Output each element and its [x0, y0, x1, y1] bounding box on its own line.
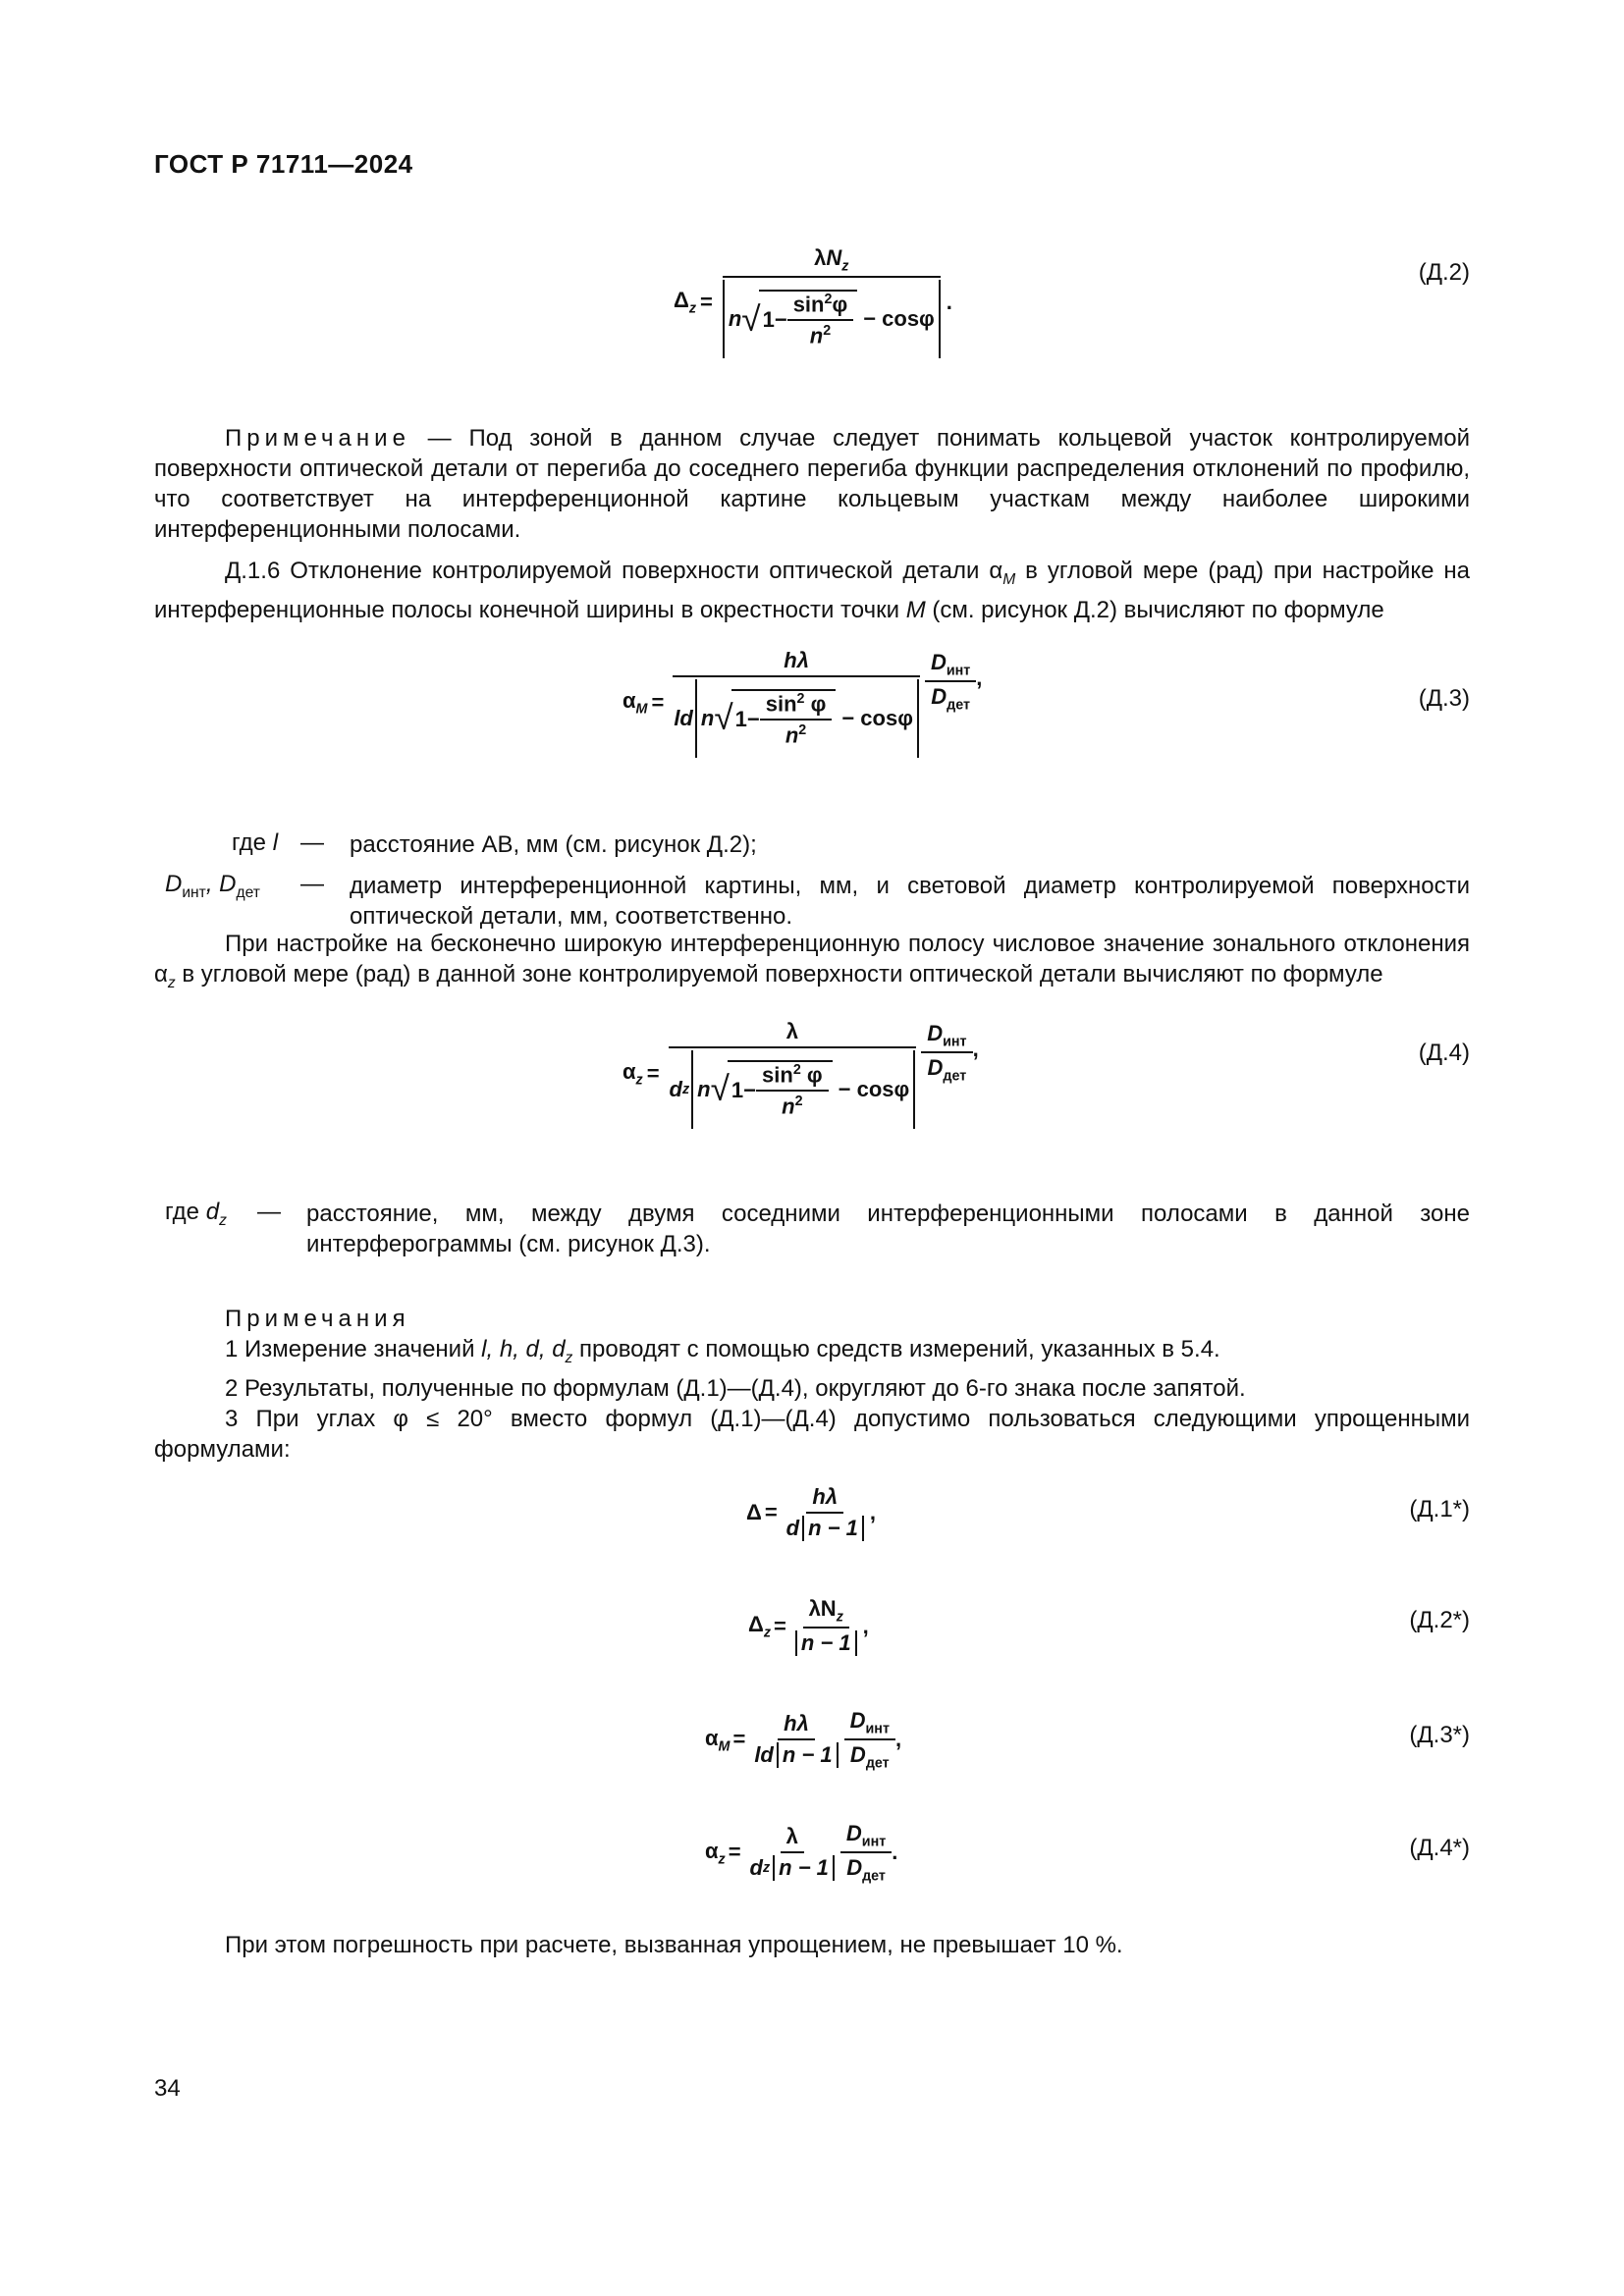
equation-number: (Д.2*) [1409, 1607, 1470, 1633]
formula-subscript: z [688, 300, 696, 317]
formula-d4: $\alpha_z$ = λ d z n √ 1− $\frac{\sin^2 \varphi}{n^2}$ − cosφ $\frac{D_{инт}}{D_{дет}}$ , [623, 1019, 979, 1129]
square-root: √ 1− $\frac{\sin^2\varphi}{n^2}$ [741, 290, 857, 349]
note-paragraph [154, 423, 1470, 545]
definition-term: где l [232, 829, 279, 856]
equation-number: (Д.4*) [1409, 1835, 1470, 1861]
formula-d3-star: $\alpha_M$ = hλ ld n − 1 $\frac{D_{инт}}{D_{дет}}$ , [705, 1708, 902, 1772]
main-fraction: $\lambda N_z$ n √ 1− $\frac{\sin^2\varphi}{n^2}$ − cosφ [717, 245, 947, 358]
definition-dash: — [300, 829, 324, 856]
main-fraction: hλ ld n √ 1− $\frac{\sin^2 \varphi}{n^2}$ − cosφ [668, 648, 925, 758]
formula-d2: $\Delta_z$ = $\lambda N_z$ n √ 1− $\frac{\sin^2\varphi}{n^2}$ − cosφ . [674, 245, 952, 358]
absolute-value: n √ 1− $\frac{\sin^2\varphi}{n^2}$ − cosφ [723, 280, 941, 358]
notes-block [154, 1304, 1470, 1465]
definition-text: расстояние, мм, между двумя соседними интерференционными полосами в данной зоне интерферограммы (см. рисунок Д.3). [306, 1201, 1470, 1257]
formula-d1-star: Δ = hλ d n − 1 , [746, 1484, 876, 1540]
equation-number: (Д.1*) [1409, 1496, 1470, 1522]
equation-number: (Д.3) [1418, 685, 1470, 712]
formula-d4-star: $\alpha_z$ = λ d z n − 1 $\frac{D_{инт}}{D_{дет}}$ . [705, 1821, 898, 1885]
square-root: √ 1− $\frac{\sin^2 \varphi}{n^2}$ [711, 1060, 833, 1120]
absolute-value: n − 1 [773, 1855, 835, 1881]
definition-text: расстояние АВ, мм (см. рисунок Д.2); [350, 831, 757, 858]
equation-number: (Д.4) [1418, 1040, 1470, 1066]
main-fraction: λ d z n √ 1− $\frac{\sin^2 \varphi}{n^2}$ − cosφ [664, 1019, 922, 1129]
diameter-ratio: $\frac{D_{инт}}{D_{дет}}$ [925, 650, 976, 714]
page-number: 34 [154, 2075, 181, 2102]
absolute-value: n √ 1− $\frac{\sin^2 \varphi}{n^2}$ − cosφ [691, 1050, 915, 1129]
square-root: √ 1− $\frac{\sin^2 \varphi}{n^2}$ [714, 689, 836, 749]
formula-d2-star: $\Delta_z$ = $\frac{\lambda N_z}{n - 1}$ , [748, 1596, 869, 1656]
absolute-value: n √ 1− $\frac{\sin^2 \varphi}{n^2}$ − cosφ [695, 679, 919, 758]
definition-dash: — [257, 1199, 281, 1225]
notes-label: Примечания [225, 1306, 410, 1332]
equals-sign: = [699, 289, 713, 314]
final-paragraph: При этом погрешность при расчете, вызванная упрощением, не превышает 10 %. [225, 1932, 1123, 1958]
definition-term: где $d_z$ [165, 1199, 227, 1229]
equation-number: (Д.2) [1418, 259, 1470, 286]
definition-text: диаметр интерференционной картины, мм, и световой диаметр контролируемой поверхности оптической детали, мм, соответственно. [350, 873, 1470, 930]
paragraph-zonal: При настройке на бесконечно широкую интерференционную полосу числовое значение зонального отклонения $\alpha_z$ в угловой мере (рад) в данной зоне контролируемой поверхности оптической детали вычисляют по формуле [154, 931, 1470, 991]
formula-d3: $\alpha_M$ = hλ ld n √ 1− $\frac{\sin^2 \varphi}{n^2}$ − cosφ $\frac{D_{инт}}{D_{дет}}$ , [623, 648, 982, 758]
diameter-ratio: $\frac{D_{инт}}{D_{дет}}$ [844, 1708, 895, 1772]
definition-dash: — [300, 871, 324, 897]
note-item-3: 3 При углах φ ≤ 20° вместо формул (Д.1)—(Д.4) допустимо пользоваться следующими упрощенными формулами: [154, 1405, 1470, 1463]
note-text: — Под зоной в данном случае следует понимать кольцевой участок контролируемой поверхности оптической детали от перегиба до соседнего перегиба функции распределения отклонений по профилю, что соответствует на интерференционной картине кольцевым участкам между наиболее широкими интерференционными полосами. [154, 425, 1470, 543]
note-item-2: 2 Результаты, полученные по формулам (Д.1)—(Д.4), округляют до 6-го знака после запятой. [225, 1374, 1246, 1402]
equation-number: (Д.3*) [1409, 1722, 1470, 1748]
note-item-1: 1 Измерение значений l, h, d, $d_z$ проводят с помощью средств измерений, указанных в 5.4. [225, 1336, 1220, 1366]
note-label: Примечание [225, 425, 410, 452]
absolute-value: n − 1 [777, 1742, 839, 1768]
paragraph-d1-6: Д.1.6 Отклонение контролируемой поверхности оптической детали $\alpha_M$ в угловой мере (рад) при настройке на интерференционные полосы конечной ширины в окрестности точки M (см. рисунок Д.2) вычисляют по формуле [154, 558, 1470, 623]
diameter-ratio: $\frac{D_{инт}}{D_{дет}}$ [921, 1021, 972, 1085]
diameter-ratio: $\frac{D_{инт}}{D_{дет}}$ [840, 1821, 892, 1885]
absolute-value: n − 1 [802, 1516, 864, 1541]
formula-symbol: Δ [674, 288, 689, 312]
definition-term: $D_{инт}$, $D_{дет}$ [165, 871, 260, 901]
absolute-value: n − 1 [795, 1630, 857, 1656]
document-header: ГОСТ Р 71711—2024 [154, 149, 413, 179]
